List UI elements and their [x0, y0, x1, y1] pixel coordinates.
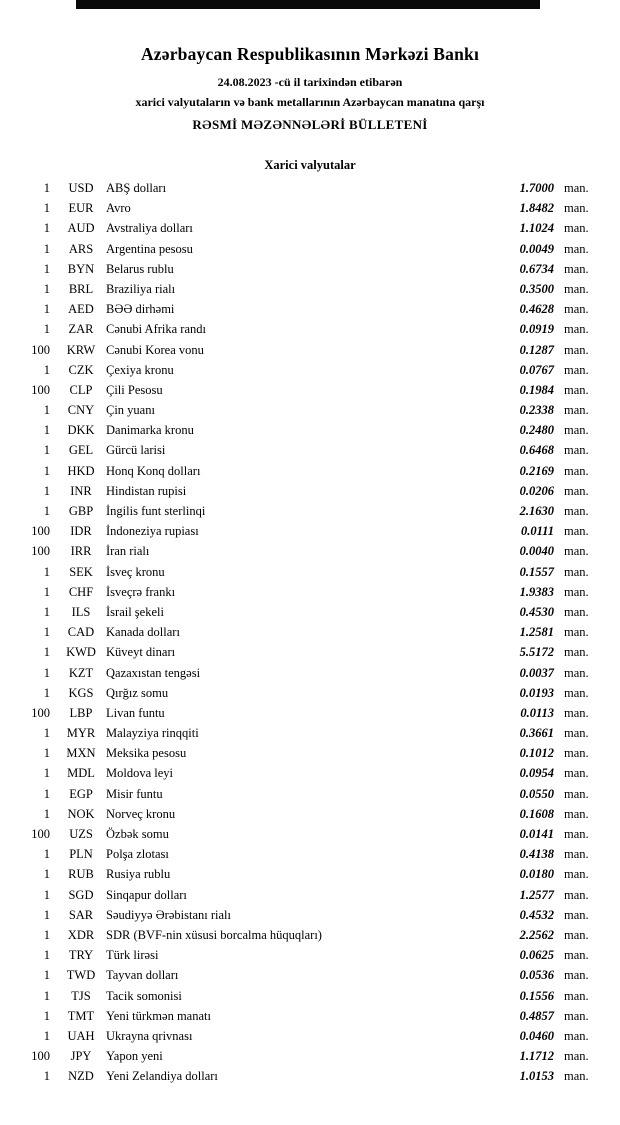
- unit-label: man.: [564, 423, 589, 438]
- unit-label: man.: [564, 544, 589, 559]
- table-row: [0, 824, 620, 844]
- currency-name: Yeni Zelandiya dolları: [106, 1069, 218, 1084]
- currency-code: XDR: [67, 927, 95, 942]
- table-row: [0, 400, 620, 420]
- rate-value: 0.0550: [519, 786, 554, 801]
- currency-code: UZS: [69, 827, 93, 841]
- rate-value: 0.0919: [519, 322, 554, 337]
- unit-label: man.: [564, 564, 589, 579]
- table-row: [0, 218, 620, 238]
- unit-label: man.: [564, 604, 589, 619]
- table-row: [0, 965, 620, 985]
- unit-label: man.: [564, 625, 589, 640]
- currency-name: İsrail şekeli: [106, 604, 164, 619]
- currency-code: NZD: [68, 1069, 94, 1084]
- currency-name: Braziliya rialı: [106, 281, 176, 296]
- quantity: 1: [43, 483, 50, 498]
- currency-code: TJS: [71, 988, 91, 1003]
- unit-label: man.: [564, 867, 589, 882]
- currency-code: CNY: [67, 403, 95, 418]
- unit-label: man.: [564, 1049, 589, 1064]
- table-row: [0, 844, 620, 864]
- quantity: 1: [43, 463, 50, 478]
- table-row: [0, 481, 620, 501]
- unit-label: man.: [564, 766, 589, 781]
- currency-name: Malayziya rinqqiti: [106, 726, 199, 741]
- unit-label: man.: [564, 322, 589, 337]
- unit-label: man.: [564, 685, 589, 700]
- currency-code: LBP: [69, 705, 93, 720]
- rate-value: 0.4628: [519, 302, 554, 317]
- currency-name: Kanada dolları: [106, 625, 180, 640]
- unit-label: man.: [564, 887, 589, 902]
- quantity: 1: [43, 362, 50, 377]
- unit-label: man.: [564, 1028, 589, 1043]
- rate-value: 1.2581: [519, 625, 554, 640]
- quantity: 100: [31, 382, 50, 397]
- currency-code: EGP: [69, 786, 93, 801]
- currency-name: Yeni türkmən manatı: [106, 1008, 211, 1023]
- currency-name: İsveçrə frankı: [106, 584, 176, 599]
- currency-code: GBP: [68, 504, 94, 518]
- currency-code: JPY: [70, 1049, 92, 1064]
- quantity: 1: [43, 665, 50, 680]
- rate-value: 0.1984: [519, 382, 554, 397]
- unit-label: man.: [564, 504, 589, 518]
- rate-value: 1.9383: [519, 584, 554, 599]
- effective-date: 24.08.2023 -cü il tarixindən etibarən: [217, 75, 403, 89]
- quantity: 1: [43, 423, 50, 438]
- currency-name: Polşa zlotası: [106, 847, 169, 862]
- rate-value: 5.5172: [519, 645, 554, 660]
- rate-value: 1.2577: [519, 887, 554, 902]
- unit-label: man.: [564, 665, 589, 680]
- table-row: [0, 420, 620, 440]
- currency-name: Cənubi Afrika randı: [106, 322, 206, 337]
- quantity: 1: [43, 948, 50, 963]
- currency-name: SDR (BVF-nin xüsusi borcalma hüquqları): [106, 927, 322, 942]
- table-row: [0, 622, 620, 642]
- currency-code: INR: [70, 483, 92, 498]
- currency-code: MXN: [66, 746, 96, 761]
- rate-value: 0.0767: [519, 362, 554, 377]
- rate-value: 0.0180: [519, 867, 554, 882]
- unit-label: man.: [564, 827, 589, 841]
- rate-value: 1.0153: [519, 1069, 554, 1084]
- table-row: [0, 461, 620, 481]
- currency-code: CAD: [67, 625, 95, 640]
- unit-label: man.: [564, 362, 589, 377]
- currency-code: NOK: [67, 806, 95, 821]
- currency-code: SGD: [68, 887, 94, 902]
- quantity: 1: [43, 201, 50, 216]
- currency-name: Meksika pesosu: [106, 746, 187, 761]
- top-bar: [76, 0, 540, 9]
- unit-label: man.: [564, 584, 589, 599]
- currency-code: DKK: [67, 423, 95, 438]
- unit-label: man.: [564, 948, 589, 963]
- unit-label: man.: [564, 342, 589, 357]
- unit-label: man.: [564, 806, 589, 821]
- unit-label: man.: [564, 726, 589, 741]
- currency-code: KGS: [68, 685, 94, 700]
- table-row: [0, 582, 620, 602]
- table-row: [0, 259, 620, 279]
- rate-value: 0.0206: [519, 483, 554, 498]
- quantity: 100: [31, 1049, 50, 1064]
- currency-code: SEK: [69, 564, 93, 579]
- rate-value: 1.8482: [519, 201, 554, 216]
- quantity: 1: [43, 221, 50, 236]
- currency-name: Avstraliya dolları: [106, 221, 193, 236]
- table-row: [0, 501, 620, 521]
- unit-label: man.: [564, 483, 589, 498]
- currency-code: BYN: [67, 261, 95, 276]
- quantity: 1: [43, 604, 50, 619]
- table-row: [0, 945, 620, 965]
- quantity: 1: [43, 584, 50, 599]
- currency-name: ABŞ dolları: [106, 181, 167, 195]
- unit-label: man.: [564, 645, 589, 660]
- currency-code: AED: [68, 302, 94, 317]
- table-row: [0, 905, 620, 925]
- quantity: 100: [31, 342, 50, 357]
- quantity: 1: [43, 685, 50, 700]
- table-row: [0, 864, 620, 884]
- table-row: [0, 763, 620, 783]
- currency-name: İran rialı: [106, 544, 150, 559]
- unit-label: man.: [564, 705, 589, 720]
- table-row: [0, 986, 620, 1006]
- rate-value: 0.0111: [521, 524, 554, 539]
- quantity: 1: [43, 806, 50, 821]
- unit-label: man.: [564, 847, 589, 862]
- currency-code: TMT: [67, 1008, 95, 1023]
- currency-name: Qırğız somu: [106, 685, 169, 700]
- table-row: [0, 602, 620, 622]
- quantity: 1: [43, 887, 50, 902]
- rate-value: 1.1712: [519, 1049, 554, 1064]
- unit-label: man.: [564, 907, 589, 922]
- currency-code: PLN: [69, 847, 93, 862]
- table-row: [0, 440, 620, 460]
- currency-code: RUB: [68, 867, 94, 882]
- currency-name: Norveç kronu: [106, 806, 176, 821]
- quantity: 1: [43, 968, 50, 983]
- unit-label: man.: [564, 221, 589, 236]
- table-row: [0, 198, 620, 218]
- table-row: [0, 804, 620, 824]
- currency-name: Danimarka kronu: [106, 423, 194, 438]
- rate-value: 0.0954: [519, 766, 554, 781]
- table-row: [0, 319, 620, 339]
- unit-label: man.: [564, 403, 589, 418]
- rate-value: 0.0141: [519, 827, 554, 841]
- rate-value: 0.0040: [519, 544, 554, 559]
- quantity: 100: [31, 524, 50, 539]
- currency-name: İsveç kronu: [106, 564, 165, 579]
- quantity: 1: [43, 261, 50, 276]
- currency-name: Livan funtu: [106, 705, 165, 720]
- quantity: 100: [31, 705, 50, 720]
- rate-value: 0.2338: [519, 403, 554, 418]
- table-row: [0, 562, 620, 582]
- table-row: [0, 1026, 620, 1046]
- currency-code: KRW: [66, 342, 96, 357]
- quantity: 1: [43, 1008, 50, 1023]
- currency-name: Yapon yeni: [106, 1049, 163, 1064]
- rate-value: 0.2169: [519, 463, 554, 478]
- quantity: 1: [43, 1069, 50, 1084]
- rates-table: [0, 178, 620, 1086]
- rate-value: 2.2562: [519, 927, 554, 942]
- rate-value: 0.0113: [520, 705, 554, 720]
- table-row: [0, 239, 620, 259]
- quantity: 1: [43, 504, 50, 518]
- currency-code: SAR: [68, 907, 94, 922]
- rate-value: 0.0049: [519, 241, 554, 256]
- currency-code: KWD: [66, 645, 96, 660]
- currency-code: ILS: [71, 604, 91, 619]
- unit-label: man.: [564, 241, 589, 256]
- unit-label: man.: [564, 988, 589, 1003]
- currency-name: Honq Konq dolları: [106, 463, 201, 478]
- table-row: [0, 279, 620, 299]
- quantity: 1: [43, 907, 50, 922]
- table-row: [0, 723, 620, 743]
- currency-code: CHF: [68, 584, 94, 599]
- unit-label: man.: [564, 927, 589, 942]
- unit-label: man.: [564, 201, 589, 216]
- quantity: 1: [43, 766, 50, 781]
- table-row: [0, 925, 620, 945]
- quantity: 1: [43, 403, 50, 418]
- quantity: 1: [43, 645, 50, 660]
- unit-label: man.: [564, 463, 589, 478]
- quantity: 1: [43, 1028, 50, 1043]
- quantity: 1: [43, 241, 50, 256]
- currency-code: CLP: [69, 382, 93, 397]
- currency-code: EUR: [68, 201, 94, 216]
- currency-name: Belarus rublu: [106, 261, 174, 276]
- quantity: 1: [43, 927, 50, 942]
- unit-label: man.: [564, 746, 589, 761]
- rate-value: 0.0536: [519, 968, 554, 983]
- table-row: [0, 703, 620, 723]
- quantity: 1: [43, 564, 50, 579]
- table-row: [0, 885, 620, 905]
- quantity: 1: [43, 867, 50, 882]
- quantity: 1: [43, 322, 50, 337]
- currency-code: IRR: [70, 544, 92, 559]
- rate-value: 0.1608: [519, 806, 554, 821]
- currency-name: Cənubi Korea vonu: [106, 342, 204, 357]
- quantity: 1: [43, 443, 50, 458]
- quantity: 1: [43, 726, 50, 741]
- rate-value: 0.4530: [519, 604, 554, 619]
- currency-code: USD: [68, 181, 94, 195]
- rate-value: 0.4532: [519, 907, 554, 922]
- unit-label: man.: [564, 181, 589, 195]
- currency-name: Özbək somu: [106, 827, 169, 841]
- quantity: 100: [31, 544, 50, 559]
- currency-code: KZT: [68, 665, 94, 680]
- unit-label: man.: [564, 281, 589, 296]
- table-row: [0, 178, 620, 198]
- unit-label: man.: [564, 786, 589, 801]
- scope-line: xarici valyutaların və bank metallarının Azərbaycan manatına qarşı: [135, 95, 485, 109]
- currency-name: Argentina pesosu: [106, 241, 193, 256]
- rate-value: 0.1557: [519, 564, 554, 579]
- table-row: [0, 541, 620, 561]
- currency-code: HKD: [67, 463, 95, 478]
- currency-name: Hindistan rupisi: [106, 483, 187, 498]
- rate-value: 0.0625: [519, 948, 554, 963]
- rate-value: 0.1287: [519, 342, 554, 357]
- currency-code: ZAR: [68, 322, 94, 337]
- currency-name: Çexiya kronu: [106, 362, 174, 377]
- currency-code: UAH: [67, 1028, 95, 1043]
- currency-name: Türk lirəsi: [106, 948, 159, 963]
- currency-code: GEL: [68, 443, 94, 458]
- table-row: [0, 743, 620, 763]
- quantity: 100: [31, 827, 50, 841]
- currency-name: Qazaxıstan tengəsi: [106, 665, 201, 680]
- table-row: [0, 663, 620, 683]
- currency-name: Sinqapur dolları: [106, 887, 187, 902]
- unit-label: man.: [564, 302, 589, 317]
- quantity: 1: [43, 746, 50, 761]
- document-header: [0, 0, 620, 133]
- rate-value: 0.3661: [519, 726, 554, 741]
- unit-label: man.: [564, 524, 589, 539]
- table-row: [0, 380, 620, 400]
- currency-name: Misir funtu: [106, 786, 163, 801]
- table-row: [0, 642, 620, 662]
- currency-name: İngilis funt sterlinqi: [106, 504, 206, 518]
- currency-name: Tayvan dolları: [106, 968, 179, 983]
- rate-value: 2.1630: [519, 504, 554, 518]
- rate-value: 0.1012: [519, 746, 554, 761]
- currency-name: Çili Pesosu: [106, 382, 163, 397]
- table-row: [0, 1006, 620, 1026]
- table-row: [0, 683, 620, 703]
- page-title: Azərbaycan Respublikasının Mərkəzi Bankı: [140, 44, 480, 64]
- currency-name: BƏƏ dirhəmi: [106, 302, 175, 317]
- rate-value: 0.0193: [519, 685, 554, 700]
- currency-code: TRY: [68, 948, 94, 963]
- currency-name: Rusiya rublu: [106, 867, 171, 882]
- quantity: 1: [43, 181, 50, 195]
- quantity: 1: [43, 786, 50, 801]
- section-title-foreign-currencies: Xarici valyutalar: [264, 158, 356, 172]
- rate-value: 0.1556: [519, 988, 554, 1003]
- currency-name: Tacik somonisi: [106, 988, 182, 1003]
- rate-value: 1.1024: [519, 221, 554, 236]
- currency-name: Səudiyyə Ərəbistanı rialı: [106, 907, 231, 922]
- bulletin-title: RƏSMİ MƏZƏNNƏLƏRİ BÜLLETENİ: [192, 117, 428, 132]
- currency-name: Moldova leyi: [106, 766, 174, 781]
- table-row: [0, 299, 620, 319]
- currency-code: CZK: [68, 362, 94, 377]
- currency-name: Küveyt dinarı: [106, 645, 176, 660]
- table-row: [0, 521, 620, 541]
- table-row: [0, 784, 620, 804]
- unit-label: man.: [564, 261, 589, 276]
- currency-name: Ukrayna qrivnası: [106, 1028, 193, 1043]
- quantity: 1: [43, 988, 50, 1003]
- unit-label: man.: [564, 443, 589, 458]
- rate-value: 1.7000: [519, 181, 554, 195]
- quantity: 1: [43, 281, 50, 296]
- currency-code: TWD: [66, 968, 96, 983]
- currency-code: AUD: [67, 221, 95, 236]
- currency-name: İndoneziya rupiası: [106, 524, 199, 539]
- currency-code: BRL: [68, 281, 94, 296]
- currency-name: Gürcü larisi: [106, 443, 166, 458]
- unit-label: man.: [564, 382, 589, 397]
- quantity: 1: [43, 302, 50, 317]
- unit-label: man.: [564, 968, 589, 983]
- rate-value: 0.6734: [519, 261, 554, 276]
- table-row: [0, 1066, 620, 1086]
- rate-value: 0.6468: [519, 443, 554, 458]
- unit-label: man.: [564, 1069, 589, 1084]
- rate-value: 0.3500: [519, 281, 554, 296]
- rate-value: 0.4138: [519, 847, 554, 862]
- table-row: [0, 1046, 620, 1066]
- currency-code: MYR: [66, 726, 96, 741]
- rate-value: 0.2480: [519, 423, 554, 438]
- currency-code: IDR: [70, 524, 92, 539]
- currency-code: ARS: [68, 241, 94, 256]
- currency-name: Avro: [106, 201, 131, 216]
- unit-label: man.: [564, 1008, 589, 1023]
- rate-value: 0.0037: [519, 665, 554, 680]
- quantity: 1: [43, 847, 50, 862]
- table-row: [0, 360, 620, 380]
- rate-value: 0.0460: [519, 1028, 554, 1043]
- currency-name: Çin yuanı: [106, 403, 155, 418]
- quantity: 1: [43, 625, 50, 640]
- table-row: [0, 340, 620, 360]
- currency-code: MDL: [67, 766, 95, 781]
- rate-value: 0.4857: [519, 1008, 554, 1023]
